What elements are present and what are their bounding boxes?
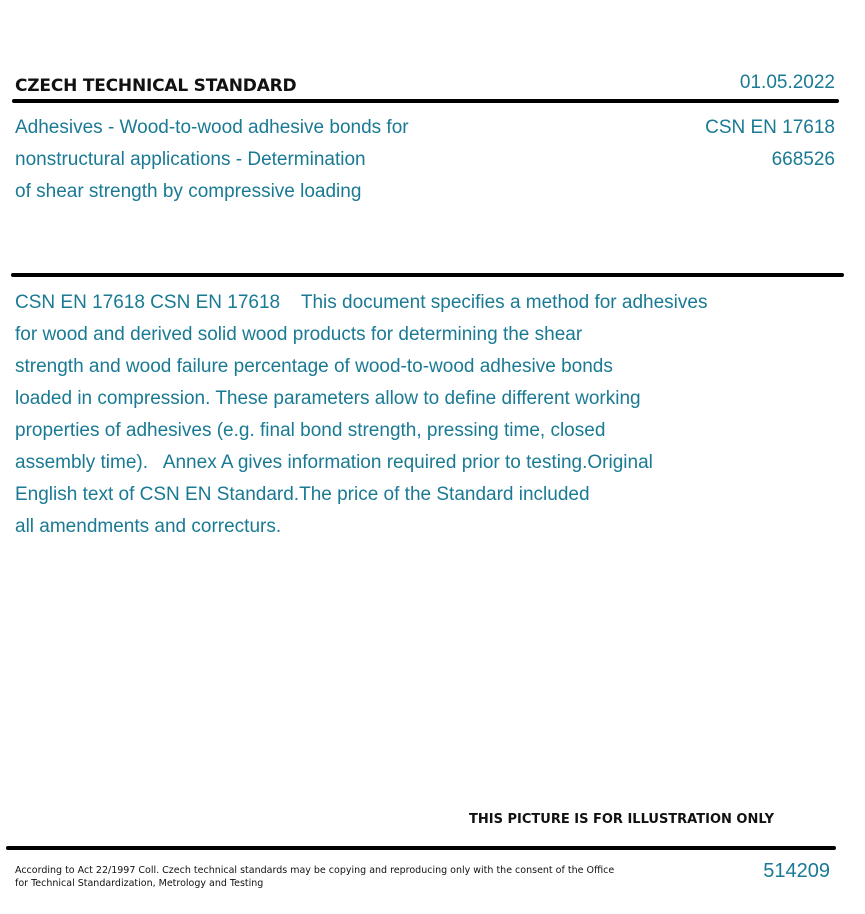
abstract-line: all amendments and correcturs. (15, 516, 282, 537)
abstract-line: CSN EN 17618 CSN EN 17618 This document specifies a method for adhesives (15, 292, 708, 313)
header-divider (12, 99, 839, 103)
standard-header-title: CZECH TECHNICAL STANDARD (15, 76, 297, 96)
document-title-line: nonstructural applications - Determination (15, 149, 366, 170)
footer-number: 514209 (763, 860, 830, 882)
document-abstract (15, 287, 815, 543)
standard-identifiers (705, 112, 835, 176)
abstract-line: loaded in compression. These parameters allow to define different working (15, 388, 641, 409)
catalog-number: 668526 (771, 149, 835, 170)
publication-date: 01.05.2022 (739, 72, 835, 93)
legal-notice (15, 864, 614, 890)
title-divider (11, 273, 844, 277)
abstract-line: properties of adhesives (e.g. final bond strength, pressing time, closed (15, 420, 606, 441)
abstract-line: assembly time). Annex A gives information required prior to testing.Original (15, 452, 653, 473)
legal-notice-line: According to Act 22/1997 Coll. Czech technical standards may be copying and reproducing only with the consent of the Office (15, 865, 615, 876)
legal-notice-line: for Technical Standardization, Metrology and Testing (15, 878, 264, 889)
document-title-line: of shear strength by compressive loading (15, 181, 362, 202)
document-title-line: Adhesives - Wood-to-wood adhesive bonds for (15, 117, 409, 138)
footer-divider (6, 846, 836, 850)
abstract-line: English text of CSN EN Standard.The price of the Standard included (15, 484, 590, 505)
illustration-disclaimer: THIS PICTURE IS FOR ILLUSTRATION ONLY (469, 812, 774, 827)
standard-code: CSN EN 17618 (705, 117, 835, 138)
abstract-line: strength and wood failure percentage of wood-to-wood adhesive bonds (15, 356, 613, 377)
abstract-line: for wood and derived solid wood products for determining the shear (15, 324, 583, 345)
document-title (15, 112, 535, 208)
